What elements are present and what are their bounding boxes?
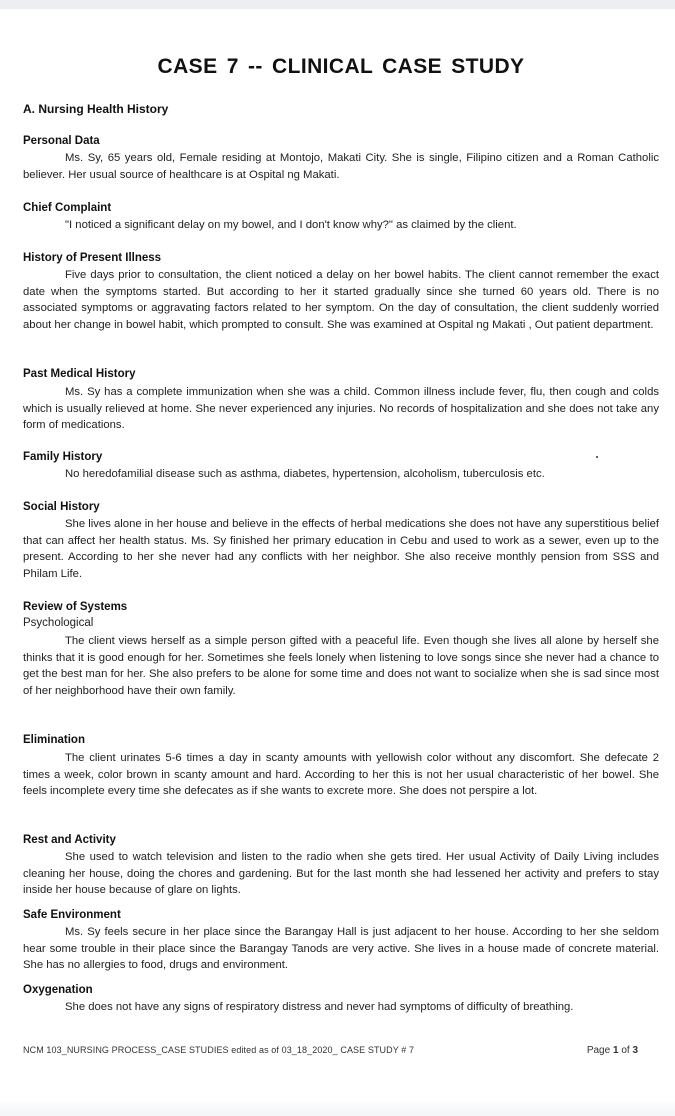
personal-data-heading: Personal Data — [23, 135, 100, 147]
psychological-subheading: Psychological — [23, 617, 94, 629]
page-current: 1 — [612, 1045, 619, 1056]
review-of-systems-heading: Review of Systems — [23, 601, 128, 613]
page-title: CASE 7 -- CLINICAL CASE STUDY — [157, 55, 525, 78]
oxygenation-text: She does not have any signs of respiratory distress and never had symptoms of difficulty of breathing. — [65, 1001, 574, 1013]
stray-dot-mark — [596, 456, 598, 458]
social-history-text: She lives alone in her house and believe in the effects of herbal medications she does not have any superstitious belief that can affect her health status. Ms. Sy finished her primary education in Cebu and used to work as a sewer, even up to the present. According to her she never had any conflicts with her neighbor. She also receive monthly pension from SSS and Philam Life. — [23, 518, 659, 581]
social-history-heading: Social History — [23, 501, 100, 513]
rest-activity-heading: Rest and Activity — [23, 834, 116, 846]
elimination-text: The client urinates 5-6 times a day in scanty amounts with yellowish color without any discomfort. She defecate 2 times a week, color brown in scanty amount and hard. According to her this is not her usual characteristic of her bowel. She feels incomplete every time she defecates as if she wants to excrete more. She does not perspire a lot. — [23, 752, 659, 798]
elimination-heading: Elimination — [23, 734, 85, 746]
personal-data-text: Ms. Sy, 65 years old, Female residing at Montojo, Makati City. She is single, Filipino citizen and a Roman Catholic believer. Her usual source of healthcare is at Ospital ng Makati. — [23, 152, 659, 181]
page-bottom-edge — [0, 1100, 675, 1116]
family-history-text: No heredofamilial disease such as asthma, diabetes, hypertension, alcoholism, tuberculosis etc. — [65, 468, 545, 480]
page-label: Page — [586, 1045, 611, 1056]
footer-document-info: NCM 103_NURSING PROCESS_CASE STUDIES edited as of 03_18_2020_ CASE STUDY # 7 — [23, 1045, 415, 1055]
past-medical-history-heading: Past Medical History — [23, 368, 136, 380]
safe-environment-text: Ms. Sy feels secure in her place since the Barangay Hall is just adjacent to her house. According to her she seldom hear some trouble in their place since the Barangay Tanods are very active. She lives in a house made of concrete material. She has no allergies to food, drugs and environment. — [23, 926, 659, 972]
footer-page-number — [587, 1045, 638, 1056]
of-label: of — [621, 1045, 630, 1056]
hpi-heading: History of Present Illness — [23, 252, 162, 264]
section-a-title: A. Nursing Health History — [23, 102, 169, 116]
viewer-top-bar — [0, 0, 675, 9]
safe-environment-heading: Safe Environment — [23, 909, 121, 921]
psychological-text: The client views herself as a simple person gifted with a peaceful life. Even though she lives all alone by herself she thinks that it is good enough for her. Sometimes she feels lonely when listening to love songs since she never had a chance to get the best man for her. She also prefers to be alone for some time and does not want to socialize when she is sad since most of her neighborhood have their own family. — [23, 635, 659, 698]
page-total: 3 — [632, 1045, 638, 1056]
oxygenation-heading: Oxygenation — [23, 984, 93, 996]
past-medical-history-text: Ms. Sy has a complete immunization when she was a child. Common illness include fever, flu, then cough and colds which is usually relieved at home. She never experienced any injuries. No records of hospitalization and she does not take any form of medications. — [23, 386, 659, 432]
family-history-heading: Family History — [23, 451, 103, 463]
chief-complaint-heading: Chief Complaint — [23, 202, 112, 214]
rest-activity-text: She used to watch television and listen to the radio when she gets tired. Her usual Activity of Daily Living includes cleaning her house, doing the chores and gardening. But for the last month she had lessened her activity and prefers to stay inside her house because of glare on lights. — [23, 851, 659, 897]
hpi-text: Five days prior to consultation, the client noticed a delay on her bowel habits. The client cannot remember the exact date when the symptoms started. But according to her it started gradually since she turned 60 years old. There is no associated symptoms or aggravating factors related to her symptom. On the day of consultation, the client suddenly worried about her change in bowel habit, which prompted to consult. She was examined at Ospital ng Makati , Out patient department. — [23, 269, 659, 332]
chief-complaint-text: "I noticed a significant delay on my bowel, and I don't know why?" as claimed by the client. — [65, 219, 517, 231]
